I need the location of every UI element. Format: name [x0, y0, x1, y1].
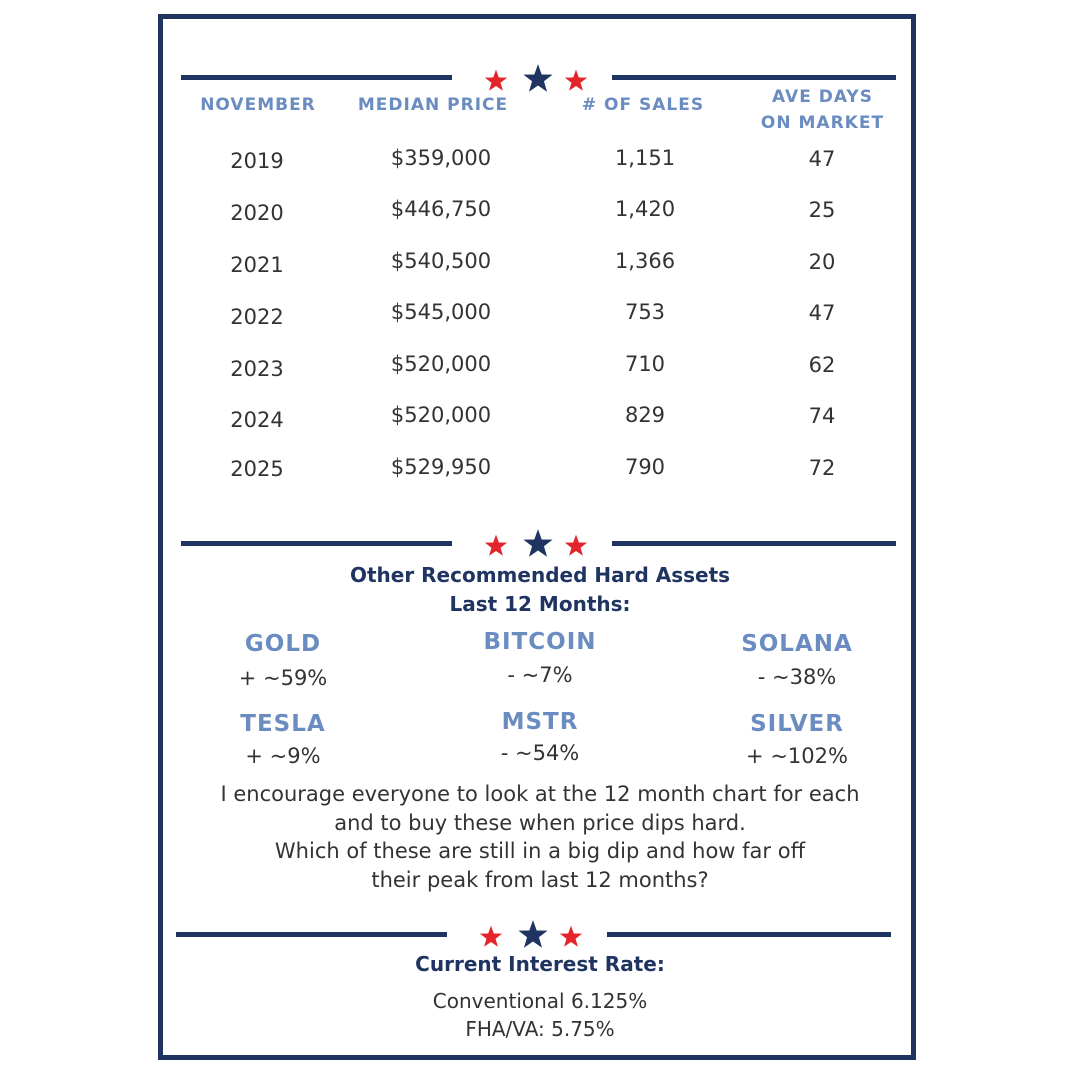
- cell-price: $540,500: [390, 249, 492, 273]
- assets-title-line2: Last 12 Months:: [449, 592, 631, 616]
- asset-name-tesla: TESLA: [240, 711, 326, 737]
- asset-change-tesla: + ~9%: [245, 744, 321, 768]
- asset-change-solana: - ~38%: [757, 665, 837, 689]
- header-november: NOVEMBER: [200, 95, 316, 115]
- red-star-icon: [483, 68, 509, 94]
- rate-fha-va: FHA/VA: 5.75%: [465, 1017, 615, 1041]
- asset-name-mstr: MSTR: [501, 709, 579, 735]
- cell-sales: 753: [624, 300, 666, 324]
- cell-sales: 1,151: [614, 146, 676, 170]
- assets-paragraph: [170, 780, 910, 894]
- cell-sales: 1,366: [614, 249, 676, 273]
- paragraph-line: Which of these are still in a big dip and how far off: [274, 839, 806, 863]
- header-median-price: MEDIAN PRICE: [357, 95, 509, 115]
- header-ave-days-line2: ON MARKET: [760, 113, 885, 133]
- cell-days: 62: [808, 353, 836, 377]
- asset-change-gold: + ~59%: [238, 666, 328, 690]
- paragraph-line: their peak from last 12 months?: [371, 867, 709, 892]
- red-star-icon: [483, 533, 509, 559]
- asset-change-bitcoin: - ~7%: [507, 663, 573, 687]
- cell-year: 2022: [230, 305, 284, 329]
- red-star-icon: [563, 533, 589, 559]
- interest-title: Current Interest Rate:: [415, 952, 665, 976]
- divider-left-1: [181, 75, 452, 80]
- asset-change-silver: + ~102%: [746, 744, 848, 768]
- cell-year: 2019: [230, 149, 284, 173]
- asset-name-silver: SILVER: [750, 711, 844, 737]
- cell-days: 47: [808, 147, 836, 171]
- navy-star-icon: [521, 527, 555, 561]
- cell-sales: 1,420: [614, 197, 676, 221]
- cell-year: 2021: [230, 253, 284, 277]
- divider-left-3: [176, 932, 447, 937]
- cell-year: 2023: [230, 357, 284, 381]
- red-star-icon: [478, 924, 504, 950]
- asset-change-mstr: - ~54%: [500, 741, 580, 765]
- cell-price: $446,750: [390, 197, 492, 221]
- navy-star-icon: [521, 62, 555, 96]
- rate-conventional: Conventional 6.125%: [432, 989, 648, 1013]
- header-ave-days-line1: AVE DAYS: [772, 87, 873, 107]
- paragraph-line: and to buy these when price dips hard.: [334, 810, 746, 835]
- assets-title-line1: Other Recommended Hard Assets: [349, 563, 731, 587]
- cell-sales: 829: [624, 403, 666, 427]
- cell-days: 74: [808, 404, 836, 428]
- cell-sales: 790: [624, 455, 666, 479]
- asset-name-bitcoin: BITCOIN: [483, 629, 597, 655]
- cell-price: $545,000: [390, 300, 492, 324]
- cell-days: 47: [808, 301, 836, 325]
- cell-year: 2024: [230, 408, 284, 432]
- cell-year: 2025: [230, 457, 284, 481]
- cell-days: 25: [808, 198, 836, 222]
- cell-days: 20: [808, 250, 836, 274]
- cell-sales: 710: [624, 352, 666, 376]
- cell-price: $520,000: [390, 403, 492, 427]
- header-num-sales: # OF SALES: [581, 95, 705, 115]
- cell-price: $529,950: [390, 455, 492, 479]
- cell-price: $359,000: [390, 146, 492, 170]
- cell-price: $520,000: [390, 352, 492, 376]
- divider-right-2: [612, 541, 896, 546]
- divider-right-3: [607, 932, 891, 937]
- asset-name-solana: SOLANA: [741, 631, 853, 657]
- cell-days: 72: [808, 456, 836, 480]
- asset-name-gold: GOLD: [244, 631, 322, 657]
- red-star-icon: [558, 924, 584, 950]
- divider-left-2: [181, 541, 452, 546]
- paragraph-line: I encourage everyone to look at the 12 month chart for each: [220, 782, 860, 806]
- header-ave-days: [735, 84, 910, 136]
- cell-year: 2020: [230, 201, 284, 225]
- divider-right-1: [612, 75, 896, 80]
- navy-star-icon: [516, 918, 550, 952]
- red-star-icon: [563, 68, 589, 94]
